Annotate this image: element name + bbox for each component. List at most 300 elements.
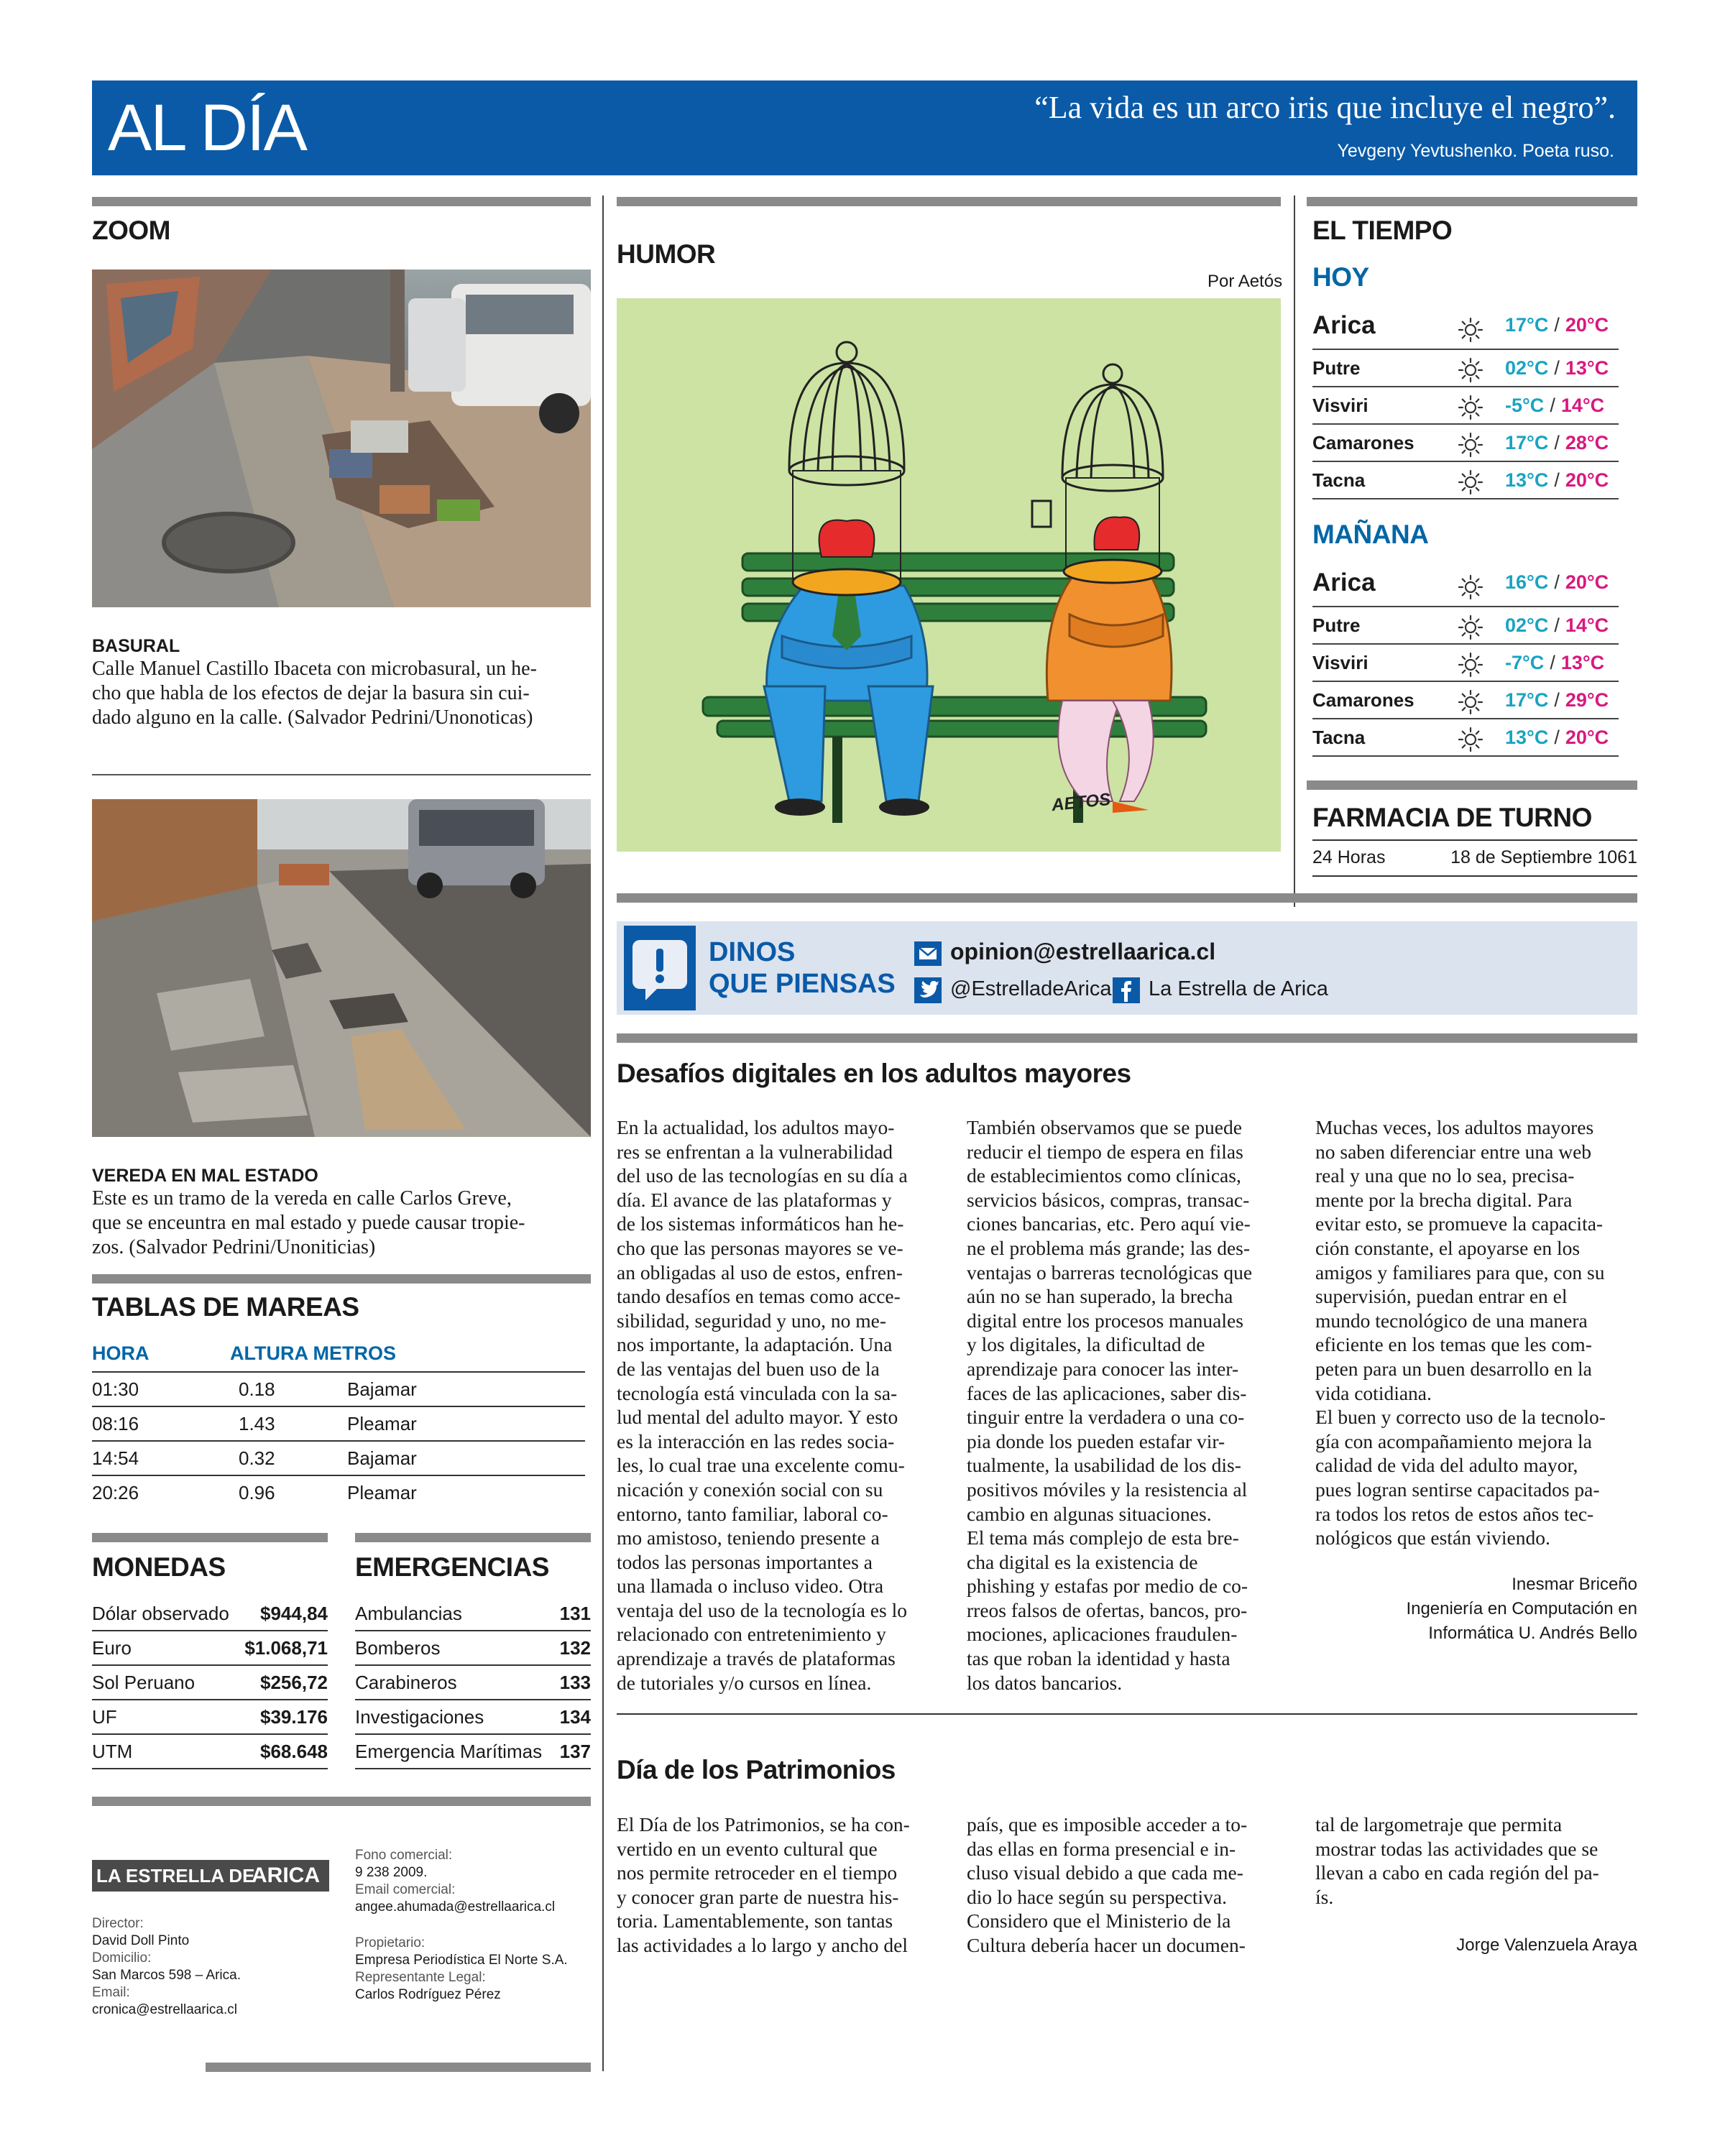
temp-min: 13°C [1505, 469, 1549, 491]
text-line: ción constante, el apoyarse en los [1315, 1236, 1581, 1259]
text-line: vertido en un evento cultural que [617, 1837, 878, 1860]
text-line: amigos y familiares para que, con su [1315, 1261, 1605, 1284]
temp-max: 13°C [1560, 652, 1605, 673]
text-line: calidad de vida del adulto mayor, [1315, 1454, 1578, 1477]
exclamation-icon-svg [624, 926, 696, 1010]
text-line: phishing y estafas por medio de co- [967, 1575, 1248, 1598]
photo-vereda [92, 799, 591, 1137]
weather-temps [1505, 469, 1609, 492]
bottom-bar [206, 2063, 591, 2072]
article1-author-role: Ingeniería en Computación en [1406, 1599, 1637, 1618]
moneda-value: $1.068,71 [244, 1637, 328, 1659]
temp-max: 20°C [1565, 469, 1609, 491]
caption-line: Este es un tramo de la vereda en calle Carlos Greve, [92, 1187, 512, 1210]
weather-city: Putre [1312, 614, 1361, 636]
temp-max: 28°C [1565, 432, 1609, 453]
text-line: todos las personas importantes a [617, 1550, 873, 1573]
table-row [92, 1440, 585, 1476]
text-line: nos importante, la adaptación. Una [617, 1333, 893, 1356]
text-line: También observamos que se puede [967, 1116, 1242, 1138]
temp-separator: / [1554, 727, 1560, 748]
table-row [92, 1475, 585, 1509]
domicilio-label: Domicilio: [92, 1950, 152, 1966]
emergencia-number: 133 [559, 1672, 591, 1693]
text-line: aprendizaje para conocer las inter- [967, 1357, 1239, 1380]
email: cronica@estrellaarica.cl [92, 2002, 237, 2017]
text-line: los datos bancarios. [967, 1671, 1123, 1694]
dinos-email-link[interactable]: opinion@estrellaarica.cl [950, 939, 1216, 964]
sun-icon [1456, 430, 1485, 459]
sun-icon-wrap [1456, 430, 1485, 459]
caption-line: zos. (Salvador Pedrini/Unoniticias) [92, 1236, 376, 1258]
farmacia-name: 18 de Septiembre 1061 [1450, 847, 1637, 867]
column-divider-right [1294, 195, 1295, 907]
tide-altura: 0.18 [239, 1378, 275, 1400]
dinos-twitter-link[interactable]: @EstrelladeArica [950, 977, 1112, 1000]
rep: Carlos Rodríguez Pérez [355, 1987, 501, 2002]
text-line: de tutoriales y/o cursos en línea. [617, 1671, 872, 1694]
text-line: evitar esto, se promueve la capacita- [1315, 1212, 1604, 1235]
weather-city: Camarones [1312, 689, 1414, 711]
text-line: ventajas o barreras tecnológicas que [967, 1261, 1253, 1284]
email-com: angee.ahumada@estrellaarica.cl [355, 1899, 556, 1915]
propietario: Empresa Periodística El Norte S.A. [355, 1953, 568, 1968]
sun-icon-wrap [1456, 468, 1485, 497]
caption-title: VEREDA EN MAL ESTADO [92, 1166, 318, 1186]
text-line: ra todos los retos de estos años tec- [1315, 1502, 1594, 1525]
temp-max: 14°C [1560, 395, 1605, 416]
weather-city: Camarones [1312, 432, 1414, 453]
section-header [92, 80, 1637, 175]
temp-min: -7°C [1505, 652, 1545, 673]
tide-altura: 0.96 [239, 1482, 275, 1503]
text-line: El buen y correcto uso de la tecnolo- [1315, 1406, 1606, 1429]
moneda-value: $256,72 [260, 1672, 328, 1693]
weather-city: Tacna [1312, 727, 1366, 748]
table-row [92, 1631, 328, 1666]
text-line: aún no se han superado, la brecha [967, 1285, 1233, 1308]
emergencias-table [355, 1597, 591, 1777]
table-row [355, 1700, 591, 1735]
caption-line: dado alguno en la calle. (Salvador Pedrini/Unonoticas) [92, 706, 533, 729]
caption-title: BASURAL [92, 636, 180, 656]
moneda-value: $944,84 [260, 1603, 328, 1624]
text-line: no saben diferenciar entre una web [1315, 1140, 1592, 1163]
moneda-name: UTM [92, 1741, 133, 1762]
temp-separator: / [1554, 314, 1560, 336]
text-line: vida cotidiana. [1315, 1381, 1432, 1404]
weather-today-list [1312, 305, 1622, 503]
emergencia-number: 131 [559, 1603, 591, 1624]
text-line: tinguir entre la verdadera o una co- [967, 1406, 1245, 1429]
mail-icon [914, 941, 942, 966]
temp-min: -5°C [1505, 395, 1545, 416]
emergencias-title: EMERGENCIAS [355, 1552, 549, 1582]
sun-icon-wrap [1456, 573, 1485, 602]
text-line: llevan a cabo en cada región del pa- [1315, 1861, 1599, 1884]
text-line: y los digitales, la dificultad de [967, 1333, 1205, 1356]
text-line: pia donde los pueden estafar vir- [967, 1429, 1225, 1452]
weather-temps [1505, 314, 1609, 336]
dinos-facebook-link[interactable]: La Estrella de Arica [1149, 977, 1328, 1000]
text-line: ventaja del uso de la tecnología es lo [617, 1598, 907, 1621]
rep-label: Representante Legal: [355, 1970, 486, 1985]
cartoon [617, 298, 1281, 852]
text-line: rreos falsos de ofertas, bancos, pro- [967, 1598, 1248, 1621]
propietario-label: Propietario: [355, 1935, 426, 1950]
temp-max: 20°C [1565, 571, 1609, 593]
text-line: cho que las personas mayores se ve- [617, 1236, 903, 1259]
weather-temps [1505, 689, 1609, 711]
weather-row [1312, 462, 1619, 499]
table-row [92, 1597, 328, 1631]
text-line: reducir el tiempo de espera en filas [967, 1140, 1243, 1163]
photo-basural [92, 270, 591, 607]
facebook-icon [1113, 977, 1140, 1003]
text-line: En la actualidad, los adultos mayo- [617, 1116, 895, 1138]
monedas-title: MONEDAS [92, 1552, 226, 1582]
weather-temps [1505, 395, 1604, 417]
text-line: nicación y conexión social con su [617, 1478, 883, 1501]
text-line: mo amistoso, teniendo presente a [617, 1526, 880, 1549]
text-line: de las ventajas del buen uso de la [617, 1357, 880, 1380]
emergencia-number: 137 [559, 1741, 591, 1762]
photo-basural-image [92, 270, 591, 607]
emergencia-name: Carabineros [355, 1672, 457, 1693]
text-line: tecnología está vinculada con la sa- [617, 1381, 898, 1404]
text-line: real y una que no lo sea, precisa- [1315, 1164, 1575, 1187]
fono: 9 238 2009. [355, 1865, 428, 1880]
weather-row [1312, 607, 1619, 645]
text-line: gía con acompañamiento mejora la [1315, 1429, 1592, 1452]
text-line: peten para un buen desarrollo en la [1315, 1357, 1592, 1380]
weather-temps [1505, 652, 1604, 674]
text-line: cluso visual debido a que cada me- [967, 1861, 1243, 1884]
weather-temps [1505, 614, 1609, 637]
farmacia-row [1312, 839, 1637, 877]
tide-hora: 01:30 [92, 1378, 139, 1400]
tide-hora: 20:26 [92, 1482, 139, 1503]
weather-city: Arica [1312, 568, 1376, 596]
table-row [92, 1406, 585, 1442]
weather-row [1312, 425, 1619, 462]
sun-icon-wrap [1456, 613, 1485, 642]
text-line: tualmente, la usabilidad de los dis- [967, 1454, 1241, 1477]
weather-city: Arica [1312, 311, 1376, 339]
weather-tomorrow-label: MAÑANA [1312, 520, 1429, 549]
moneda-name: Dólar observado [92, 1603, 229, 1624]
sun-icon-wrap [1456, 688, 1485, 717]
text-line: sibilidad, seguridad y uno, no me- [617, 1309, 887, 1332]
text-line: aprendizaje a través de plataformas [617, 1647, 896, 1670]
sun-icon [1456, 613, 1485, 642]
zoom-title: ZOOM [92, 216, 170, 245]
director-label: Director: [92, 1916, 144, 1931]
text-line: eficiente en los temas que les com- [1315, 1333, 1592, 1356]
text-line: relacionado con entretenimiento y [617, 1623, 886, 1646]
article1-col2 [967, 1115, 1297, 1695]
email-label: Email: [92, 1985, 130, 2000]
weather-row [1312, 305, 1619, 350]
farmacia-title: FARMACIA DE TURNO [1312, 803, 1592, 832]
text-line: res se enfrentan a la vulnerabilidad [617, 1140, 893, 1163]
weather-row [1312, 563, 1619, 607]
photo-vereda-image [92, 799, 591, 1137]
logo-text-a: LA ESTRELLA DE [96, 1865, 255, 1886]
text-line: cha digital es la existencia de [967, 1550, 1198, 1573]
weather-temps [1505, 571, 1609, 594]
masthead-logo [92, 1860, 329, 1892]
divider [617, 1713, 1637, 1715]
header-quote: “La vida es un arco iris que incluye el negro”. [1034, 90, 1616, 125]
text-line: país, que es imposible acceder a to- [967, 1813, 1248, 1835]
text-line: ne el problema más grande; las des- [967, 1236, 1251, 1259]
article2-title: Día de los Patrimonios [617, 1755, 896, 1784]
temp-min: 17°C [1505, 689, 1549, 711]
tides-bar [92, 1274, 591, 1284]
tides-title: TABLAS DE MAREAS [92, 1292, 359, 1322]
temp-separator: / [1554, 432, 1560, 453]
tides-col-hora: HORA [92, 1342, 150, 1364]
text-line: El Día de los Patrimonios, se ha con- [617, 1813, 910, 1835]
fono-label: Fono comercial: [355, 1848, 453, 1863]
temp-separator: / [1554, 571, 1560, 593]
text-line: digital entre los procesos manuales [967, 1309, 1243, 1332]
sun-icon-wrap [1456, 315, 1485, 344]
weather-row [1312, 682, 1619, 719]
table-row [92, 1735, 328, 1769]
weather-temps [1505, 357, 1609, 379]
table-row [355, 1666, 591, 1700]
text-line: pues logran sentirse capacitados pa- [1315, 1478, 1600, 1501]
text-line: tal de largometraje que permita [1315, 1813, 1563, 1835]
text-line: positivos móviles y la resistencia al [967, 1478, 1248, 1501]
weather-bar [1307, 197, 1637, 206]
temp-separator: / [1550, 395, 1555, 416]
text-line: servicios básicos, compras, transac- [967, 1188, 1250, 1211]
farmacia-hours: 24 Horas [1312, 847, 1386, 867]
table-row [355, 1631, 591, 1666]
emergencia-number: 134 [559, 1706, 591, 1728]
temp-min: 17°C [1505, 432, 1549, 453]
table-row [355, 1735, 591, 1769]
text-line: supervisión, puedan entrar en el [1315, 1285, 1568, 1308]
sun-icon [1456, 468, 1485, 497]
emergencia-name: Ambulancias [355, 1603, 462, 1624]
text-line: mociones, aplicaciones fraudulen- [967, 1623, 1238, 1646]
text-line: es la interacción en las redes socia- [617, 1429, 895, 1452]
tide-hora: 08:16 [92, 1413, 139, 1434]
text-line: entorno, tanto familiar, laboral co- [617, 1502, 888, 1525]
tide-hora: 14:54 [92, 1447, 139, 1469]
text-line: mente por la brecha digital. Para [1315, 1188, 1573, 1211]
email-com-label: Email comercial: [355, 1882, 456, 1897]
temp-max: 13°C [1565, 357, 1609, 379]
photo-basural-caption [92, 636, 595, 730]
tide-tipo: Pleamar [347, 1413, 417, 1434]
article2-author: Jorge Valenzuela Araya [1456, 1935, 1637, 1955]
text-line: ís. [1315, 1885, 1334, 1908]
sun-icon [1456, 688, 1485, 717]
caption-line: que se enceuntra en mal estado y puede causar tropie- [92, 1212, 525, 1234]
weather-city: Tacna [1312, 469, 1366, 491]
emergencias-bar [355, 1533, 591, 1542]
text-line: y conocer gran parte de nuestra his- [617, 1885, 899, 1908]
table-row [92, 1666, 328, 1700]
masthead-bar [92, 1797, 591, 1806]
exclamation-icon [624, 926, 696, 1010]
temp-separator: / [1554, 469, 1560, 491]
sun-icon-wrap [1456, 356, 1485, 384]
divider [92, 774, 591, 775]
masthead-info-right [355, 1847, 568, 2004]
text-line: dio lo hace según su perspectiva. [967, 1885, 1227, 1908]
moneda-name: UF [92, 1706, 117, 1728]
text-line: ciones bancarias, etc. Pero aquí vie- [967, 1212, 1251, 1235]
emergencia-number: 132 [559, 1637, 591, 1659]
moneda-name: Sol Peruano [92, 1672, 196, 1693]
tide-tipo: Bajamar [347, 1447, 417, 1469]
text-line: an obligadas al uso de estos, enfren- [617, 1261, 903, 1284]
text-line: lud mental del adulto mayor. Y esto [617, 1406, 898, 1429]
text-line: nos permite retroceder en el tiempo [617, 1861, 898, 1884]
text-line: Muchas veces, los adultos mayores [1315, 1116, 1594, 1138]
tides-col-altura: ALTURA METROS [230, 1342, 396, 1364]
text-line: Considero que el Ministerio de la [967, 1909, 1231, 1932]
table-row [92, 1337, 585, 1373]
column-divider-left [602, 195, 604, 2071]
photo-vereda-caption [92, 1166, 595, 1260]
sun-icon [1456, 725, 1485, 754]
article1-col1 [617, 1115, 947, 1695]
text-line: una llamada o incluso video. Otra [617, 1575, 884, 1598]
caption-line: Calle Manuel Castillo Ibaceta con microbasural, un he- [92, 658, 537, 680]
dinos-line1: DINOS [709, 937, 796, 967]
weather-city: Putre [1312, 357, 1361, 379]
emergencia-name: Emergencia Marítimas [355, 1741, 543, 1762]
director: David Doll Pinto [92, 1933, 190, 1948]
article1-title: Desafíos digitales en los adultos mayores [617, 1059, 1131, 1088]
tide-tipo: Pleamar [347, 1482, 417, 1503]
text-line: tas que roban la identidad y hasta [967, 1647, 1230, 1670]
sun-icon-wrap [1456, 725, 1485, 754]
weather-temps [1505, 727, 1609, 749]
moneda-value: $39.176 [260, 1706, 328, 1728]
tide-altura: 0.32 [239, 1447, 275, 1469]
weather-row [1312, 719, 1619, 757]
article2-col3 [1315, 1812, 1646, 1909]
monedas-table [92, 1597, 328, 1777]
article1-author: Inesmar Briceño [1512, 1575, 1637, 1594]
cartoon-signature: AETOS [1050, 789, 1112, 816]
sun-icon [1456, 573, 1485, 602]
text-line: faces de las aplicaciones, saber dis- [967, 1381, 1247, 1404]
tide-altura: 1.43 [239, 1413, 275, 1434]
text-line: mundo tecnológico de una manera [1315, 1309, 1588, 1332]
sun-icon-wrap [1456, 393, 1485, 422]
table-row [355, 1597, 591, 1631]
text-line: las actividades a lo largo y ancho del [617, 1933, 908, 1956]
temp-separator: / [1554, 614, 1560, 636]
logo-text-b: ARICA [252, 1864, 320, 1887]
text-line: nológicos que están viviendo. [1315, 1526, 1550, 1549]
twitter-icon [914, 977, 942, 1003]
weather-today-label: HOY [1312, 262, 1369, 292]
weather-city: Visviri [1312, 652, 1368, 673]
weather-row [1312, 350, 1619, 387]
humor-bar [617, 197, 1281, 206]
sun-icon [1456, 315, 1485, 344]
moneda-name: Euro [92, 1637, 132, 1659]
monedas-bar [92, 1533, 328, 1542]
text-line: de establecimientos como clínicas, [967, 1164, 1241, 1187]
text-line: Cultura debería hacer un documen- [967, 1933, 1246, 1956]
weather-row [1312, 387, 1619, 425]
section-title: AL DÍA [108, 91, 307, 165]
weather-city: Visviri [1312, 395, 1368, 416]
tide-tipo: Bajamar [347, 1378, 417, 1400]
dinos-top-bar [617, 893, 1637, 903]
article2-col1 [617, 1812, 947, 1958]
text-line: das ellas en forma presencial e in- [967, 1837, 1236, 1860]
text-line: cambio en algunas situaciones. [967, 1502, 1212, 1525]
text-line: toria. Lamentablemente, son tantas [617, 1909, 893, 1932]
weather-row [1312, 645, 1619, 682]
temp-separator: / [1554, 689, 1560, 711]
dinos-box [617, 921, 1637, 1015]
article1-author-block [1406, 1572, 1637, 1646]
temp-min: 13°C [1505, 727, 1549, 748]
table-row [92, 1700, 328, 1735]
table-row [92, 1371, 585, 1407]
weather-title: EL TIEMPO [1312, 216, 1453, 245]
article2-col2 [967, 1812, 1297, 1958]
text-line: del uso de las tecnologías en su día a [617, 1164, 908, 1187]
text-line: mostrar todas las actividades que se [1315, 1837, 1598, 1860]
text-line: tando desafíos en temas como acce- [617, 1285, 901, 1308]
temp-min: 02°C [1505, 357, 1549, 379]
article1-author-role: Informática U. Andrés Bello [1428, 1623, 1637, 1643]
temp-separator: / [1550, 652, 1555, 673]
sun-icon [1456, 650, 1485, 679]
caption-line: cho que habla de los efectos de dejar la basura sin cui- [92, 682, 530, 704]
tides-table [92, 1337, 585, 1513]
domicilio: San Marcos 598 – Arica. [92, 1968, 241, 1983]
weather-temps [1505, 432, 1609, 454]
temp-min: 16°C [1505, 571, 1549, 593]
dinos-bottom-bar [617, 1033, 1637, 1043]
temp-max: 20°C [1565, 314, 1609, 336]
temp-min: 17°C [1505, 314, 1549, 336]
text-line: de los sistemas informáticos han he- [617, 1212, 904, 1235]
temp-max: 14°C [1565, 614, 1609, 636]
temp-max: 29°C [1565, 689, 1609, 711]
masthead-info-left [92, 1915, 241, 2019]
sun-icon-wrap [1456, 650, 1485, 679]
text-line: El tema más complejo de esta bre- [967, 1526, 1239, 1549]
sun-icon [1456, 393, 1485, 422]
emergencia-name: Bomberos [355, 1637, 441, 1659]
humor-title: HUMOR [617, 239, 716, 269]
text-line: les, lo cual trae una excelente comu- [617, 1454, 905, 1477]
humor-credit: Por Aetós [1208, 272, 1283, 291]
dinos-line2: QUE PIENSAS [709, 969, 896, 999]
text-line: día. El avance de las plataformas y [617, 1188, 892, 1211]
temp-max: 20°C [1565, 727, 1609, 748]
header-quote-author: Yevgeny Yevtushenko. Poeta ruso. [1337, 141, 1614, 161]
moneda-value: $68.648 [260, 1741, 328, 1762]
article1-col3 [1315, 1115, 1646, 1550]
